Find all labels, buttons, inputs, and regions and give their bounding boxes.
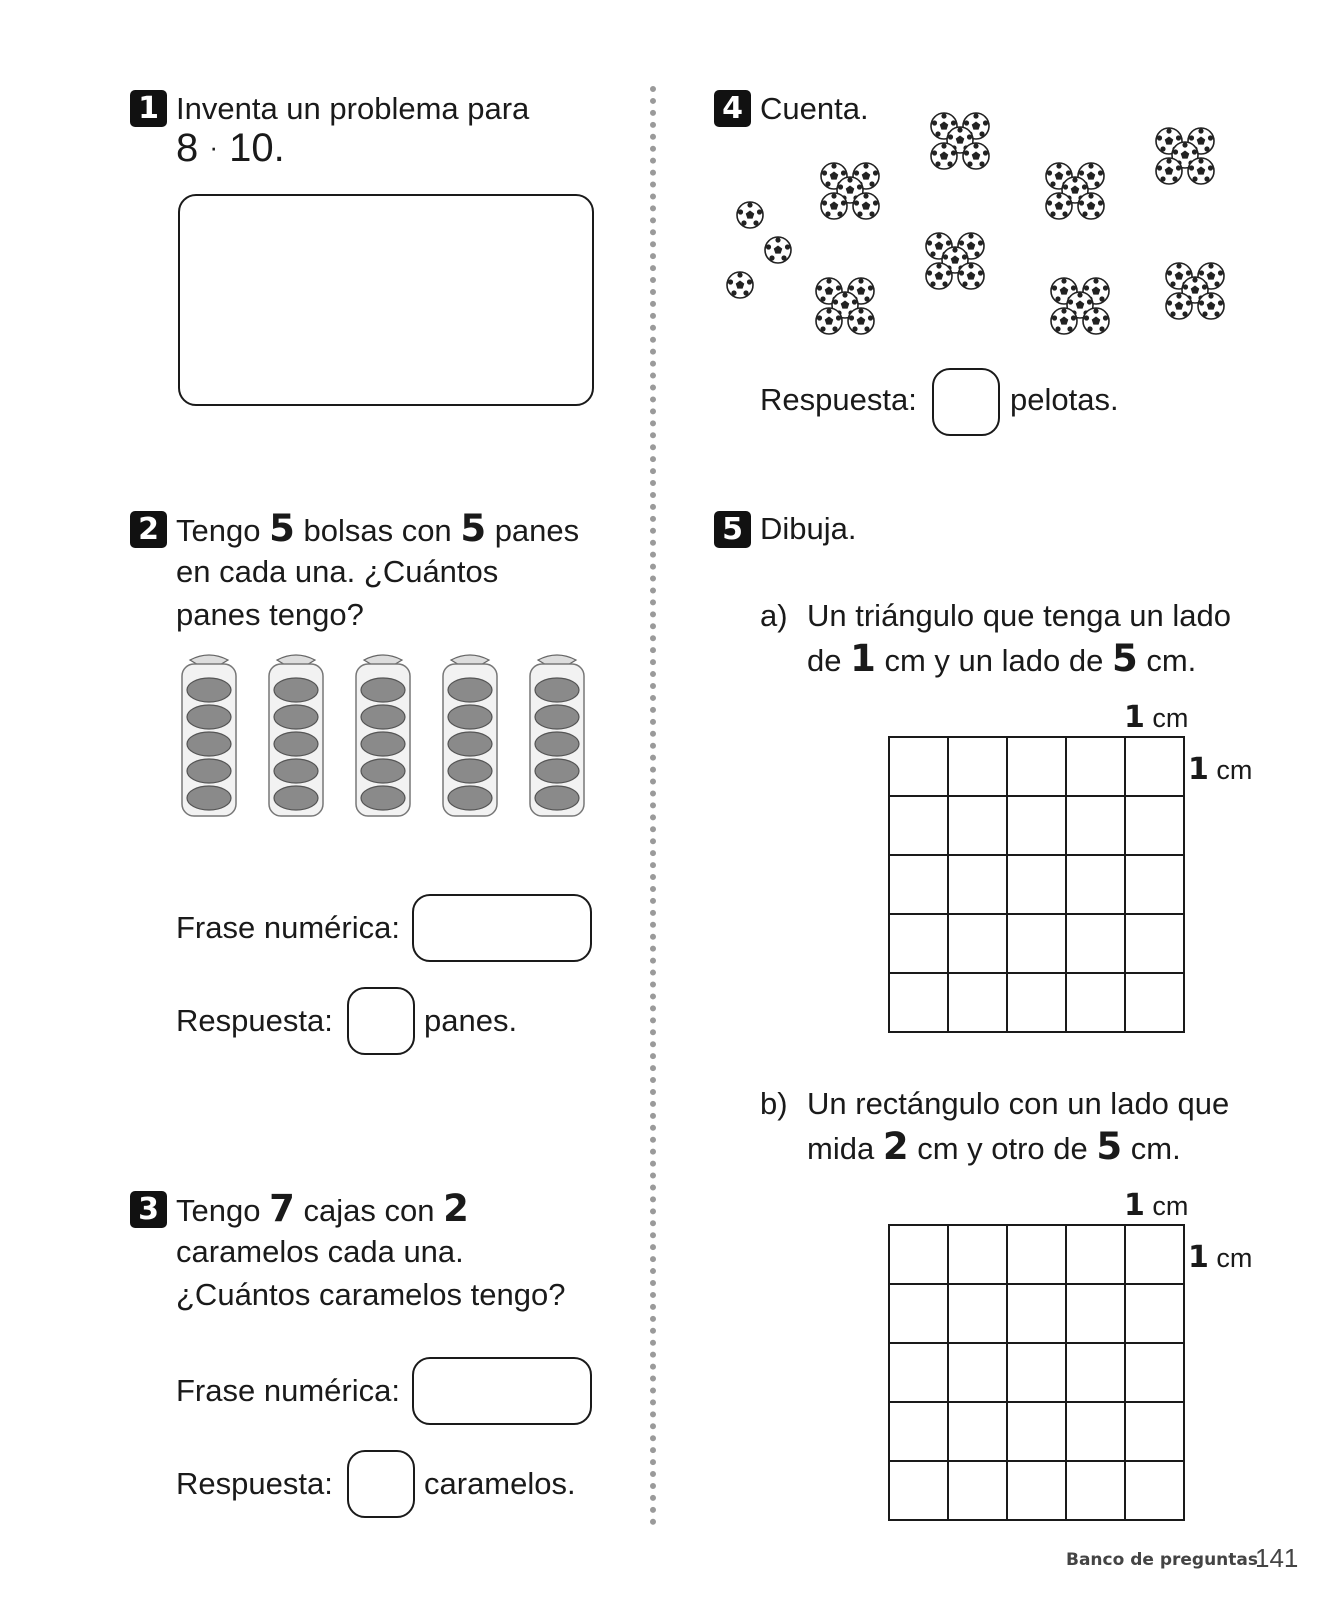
grid-cell[interactable] (948, 914, 1007, 973)
q5b-side-unit-num: 1 (1188, 1240, 1209, 1275)
bread-loaf (535, 732, 579, 756)
bread-bag (530, 655, 584, 816)
q5a-side-unit (1188, 752, 1252, 787)
bread-loaf (274, 732, 318, 756)
q5b-text-c: cm. (1130, 1131, 1181, 1166)
soccer-ball-icon (963, 143, 989, 169)
grid-cell[interactable] (1125, 1402, 1184, 1461)
question-4-text: Cuenta. (760, 91, 869, 126)
grid-cell[interactable] (889, 1225, 948, 1284)
soccer-ball-icon (958, 263, 984, 289)
soccer-ball-icon (853, 193, 879, 219)
bread-loaf (535, 759, 579, 783)
expr-b: 10 (229, 126, 274, 170)
grid-cell[interactable] (1125, 1284, 1184, 1343)
grid-cell[interactable] (948, 973, 1007, 1032)
soccer-ball-icon (926, 263, 952, 289)
q5a-text-b: cm y un lado de (884, 643, 1104, 678)
grid-cell[interactable] (889, 914, 948, 973)
q5a-text-a: de (807, 643, 842, 678)
bread-loaf (187, 732, 231, 756)
grid-cell[interactable] (1007, 973, 1066, 1032)
grid-cell[interactable] (948, 1225, 1007, 1284)
grid-cell[interactable] (1007, 1343, 1066, 1402)
q2-frase-input[interactable] (412, 894, 592, 962)
question-4-badge: 4 (714, 90, 751, 127)
q2-frase-label: Frase numérica: (176, 910, 400, 945)
expr-operator: · (209, 132, 219, 162)
q3-text-a: Tengo (176, 1193, 261, 1228)
q5b-line1: Un rectángulo con un lado que (807, 1086, 1230, 1121)
q4-respuesta-input[interactable] (932, 368, 1000, 436)
q5a-line1: Un triángulo que tenga un lado (807, 598, 1231, 633)
q3-frase-label: Frase numérica: (176, 1373, 400, 1408)
q5a-top-unit (1124, 700, 1188, 735)
soccer-ball-icon (1188, 158, 1214, 184)
question-1-expression (176, 125, 285, 175)
q5b-letter: b) (760, 1086, 788, 1121)
grid-cell[interactable] (1125, 855, 1184, 914)
grid-cell[interactable] (1125, 914, 1184, 973)
q4-unit: pelotas. (1010, 382, 1119, 417)
grid-cell[interactable] (1066, 1284, 1125, 1343)
question-2-line2: en cada una. ¿Cuántos (176, 554, 499, 589)
question-3-line1 (176, 1187, 469, 1232)
q5b-text-a: mida (807, 1131, 875, 1166)
bread-bag (182, 655, 236, 816)
soccer-ball-icon (1083, 308, 1109, 334)
grid-cell[interactable] (1066, 1461, 1125, 1520)
soccer-ball-icon (727, 272, 753, 298)
bread-bag (269, 655, 323, 816)
q1-answer-box[interactable] (178, 194, 594, 406)
grid-cell[interactable] (1066, 796, 1125, 855)
q5b-top-unit (1124, 1188, 1188, 1223)
grid-cell[interactable] (948, 1461, 1007, 1520)
question-3-line3: ¿Cuántos caramelos tengo? (176, 1277, 566, 1312)
q5b-text-b: cm y otro de (917, 1131, 1088, 1166)
soccer-ball-icon (1198, 293, 1224, 319)
q5a-top-unit-num: 1 (1124, 700, 1145, 735)
q5a-line2 (807, 637, 1196, 682)
bread-loaf (535, 705, 579, 729)
q5a-top-unit-text: cm (1152, 703, 1189, 733)
grid-cell[interactable] (1007, 737, 1066, 796)
soccer-balls-illustration (720, 80, 1270, 360)
grid-cell[interactable] (1007, 855, 1066, 914)
question-3-line2: caramelos cada una. (176, 1234, 464, 1269)
grid-cell[interactable] (1066, 855, 1125, 914)
footer-section-label: Banco de preguntas (1066, 1550, 1258, 1570)
grid-cell[interactable] (1066, 1402, 1125, 1461)
grid-cell[interactable] (1007, 914, 1066, 973)
grid-cell[interactable] (948, 796, 1007, 855)
grid-cell[interactable] (1125, 1225, 1184, 1284)
q3-text-b: cajas con (303, 1193, 435, 1228)
q5b-top-unit-num: 1 (1124, 1188, 1145, 1223)
q2-text-a: Tengo (176, 513, 261, 548)
question-2-line3: panes tengo? (176, 597, 364, 632)
expr-a: 8 (176, 126, 199, 170)
grid-cell[interactable] (948, 737, 1007, 796)
soccer-ball-icon (816, 308, 842, 334)
question-5-text: Dibuja. (760, 511, 857, 546)
question-2-line1 (176, 507, 579, 552)
q2-number-1: 5 (269, 507, 295, 550)
bread-loaf (448, 705, 492, 729)
grid-cell[interactable] (1007, 1402, 1066, 1461)
bread-loaf (361, 705, 405, 729)
grid-cell[interactable] (1007, 1284, 1066, 1343)
grid-cell[interactable] (948, 1402, 1007, 1461)
soccer-ball-icon (821, 193, 847, 219)
bread-loaf (274, 678, 318, 702)
bread-loaf (448, 759, 492, 783)
grid-cell[interactable] (1066, 973, 1125, 1032)
question-1-badge: 1 (130, 90, 167, 127)
grid-cell[interactable] (1066, 914, 1125, 973)
q5b-number-2: 5 (1096, 1125, 1123, 1168)
grid-cell[interactable] (1066, 1225, 1125, 1284)
q5a-text-c: cm. (1146, 643, 1197, 678)
grid-cell[interactable] (889, 855, 948, 914)
bread-loaf (361, 759, 405, 783)
bread-bag (443, 655, 497, 816)
grid-cell[interactable] (889, 1343, 948, 1402)
grid-cell[interactable] (889, 1284, 948, 1343)
q2-text-b: bolsas con (303, 513, 452, 548)
grid-cell[interactable] (1066, 737, 1125, 796)
grid-cell[interactable] (1125, 1461, 1184, 1520)
bread-loaf (187, 705, 231, 729)
grid-cell[interactable] (1007, 796, 1066, 855)
question-3-badge: 3 (130, 1191, 167, 1228)
bread-loaf (187, 786, 231, 810)
q5a-side-unit-text: cm (1216, 755, 1253, 785)
grid-cell[interactable] (948, 1284, 1007, 1343)
q4-respuesta-label: Respuesta: (760, 382, 917, 417)
grid-cell[interactable] (889, 1461, 948, 1520)
grid-cell[interactable] (889, 1402, 948, 1461)
grid-cell[interactable] (889, 796, 948, 855)
grid-cell[interactable] (1125, 973, 1184, 1032)
q2-respuesta-input[interactable] (347, 987, 415, 1055)
bread-loaf (535, 786, 579, 810)
grid-cell[interactable] (1125, 796, 1184, 855)
bread-bag (356, 655, 410, 816)
question-5-badge: 5 (714, 511, 751, 548)
q3-number-2: 2 (443, 1187, 469, 1230)
bread-loaf (274, 786, 318, 810)
grid-cell[interactable] (1066, 1343, 1125, 1402)
q2-respuesta-label: Respuesta: (176, 1003, 333, 1038)
grid-cell[interactable] (1125, 737, 1184, 796)
grid-cell[interactable] (1007, 1461, 1066, 1520)
soccer-ball-icon (1166, 293, 1192, 319)
q5b-top-unit-text: cm (1152, 1191, 1189, 1221)
q3-respuesta-label: Respuesta: (176, 1466, 333, 1501)
grid-cell[interactable] (889, 737, 948, 796)
q2-text-c: panes (494, 513, 580, 548)
bread-loaf (448, 678, 492, 702)
question-1-text: Inventa un problema para (176, 91, 530, 126)
q5b-number-1: 2 (882, 1125, 909, 1168)
q3-number-1: 7 (269, 1187, 295, 1230)
bread-loaf (448, 732, 492, 756)
q2-unit: panes. (424, 1003, 518, 1038)
soccer-ball-icon (1078, 193, 1104, 219)
q3-frase-input[interactable] (412, 1357, 592, 1425)
grid-cell[interactable] (948, 855, 1007, 914)
q5a-number-2: 5 (1111, 637, 1138, 680)
q5a-letter: a) (760, 598, 788, 633)
q5b-drawing-grid[interactable] (888, 1224, 1185, 1521)
q3-unit: caramelos. (424, 1466, 576, 1501)
soccer-ball-icon (1051, 308, 1077, 334)
q5b-line2 (807, 1125, 1181, 1170)
bread-loaf (274, 759, 318, 783)
expr-end: . (273, 126, 285, 170)
soccer-ball-icon (1046, 193, 1072, 219)
bread-loaf (361, 678, 405, 702)
soccer-ball-icon (931, 143, 957, 169)
soccer-ball-icon (765, 237, 791, 263)
q5b-side-unit (1188, 1240, 1252, 1275)
column-divider (650, 86, 656, 1526)
soccer-ball-icon (848, 308, 874, 334)
q3-respuesta-input[interactable] (347, 1450, 415, 1518)
q2-number-2: 5 (460, 507, 487, 550)
soccer-ball-icon (1156, 158, 1182, 184)
bread-loaf (187, 678, 231, 702)
grid-cell[interactable] (889, 973, 948, 1032)
soccer-ball-icon (737, 202, 763, 228)
bread-loaf (448, 786, 492, 810)
bread-loaf (361, 732, 405, 756)
grid-cell[interactable] (1007, 1225, 1066, 1284)
q5a-number-1: 1 (850, 637, 876, 680)
bread-loaf (187, 759, 231, 783)
bread-loaf (361, 786, 405, 810)
grid-cell[interactable] (1125, 1343, 1184, 1402)
bread-loaf (274, 705, 318, 729)
grid-cell[interactable] (948, 1343, 1007, 1402)
bread-loaf (535, 678, 579, 702)
q5a-drawing-grid[interactable] (888, 736, 1185, 1033)
bread-bags-illustration (170, 650, 600, 830)
q5a-side-unit-num: 1 (1188, 752, 1209, 787)
q5b-side-unit-text: cm (1216, 1243, 1253, 1273)
question-2-badge: 2 (130, 511, 167, 548)
page-number: 141 (1255, 1543, 1299, 1573)
